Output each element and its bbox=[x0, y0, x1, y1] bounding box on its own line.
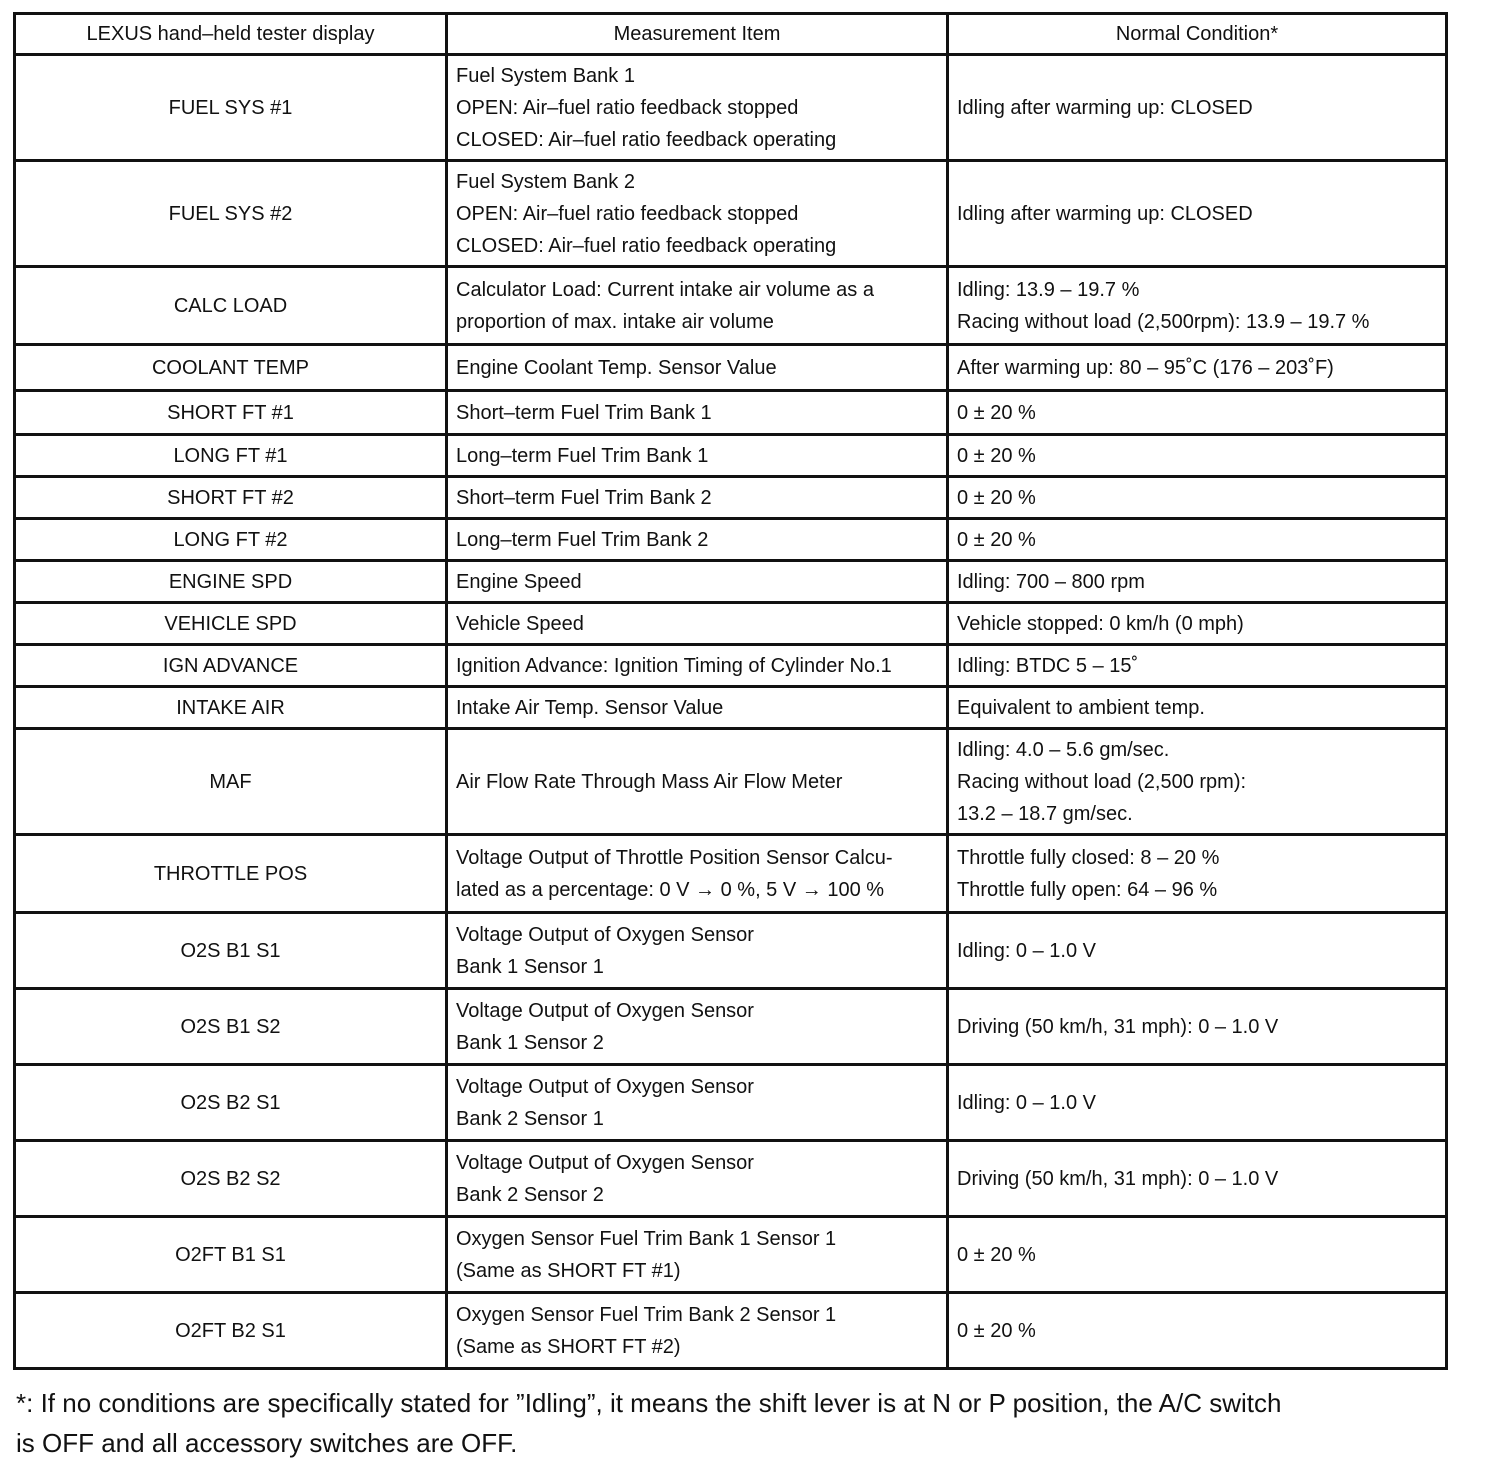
measurement-item-cell-line: Long–term Fuel Trim Bank 2 bbox=[456, 528, 709, 551]
measurement-item-cell bbox=[447, 435, 948, 477]
table-row bbox=[15, 1217, 1447, 1293]
normal-condition-cell-line: 0 ± 20 % bbox=[957, 444, 1036, 467]
normal-condition-cell bbox=[948, 55, 1447, 161]
tester-display-cell: CALC LOAD bbox=[15, 267, 447, 345]
normal-condition-cell bbox=[948, 391, 1447, 435]
normal-condition-cell bbox=[948, 435, 1447, 477]
measurement-item-cell-line: Ignition Advance: Ignition Timing of Cylinder No.1 bbox=[456, 654, 892, 677]
measurement-item-cell bbox=[447, 913, 948, 989]
normal-condition-cell-line: Idling: 4.0 – 5.6 gm/sec. bbox=[957, 738, 1170, 761]
measurement-item-cell bbox=[447, 161, 948, 267]
normal-condition-cell bbox=[948, 687, 1447, 729]
normal-condition-cell bbox=[948, 1217, 1447, 1293]
normal-condition-cell-line: 0 ± 20 % bbox=[957, 401, 1036, 424]
measurement-item-cell bbox=[447, 477, 948, 519]
measurement-item-cell bbox=[447, 267, 948, 345]
normal-condition-cell bbox=[948, 1141, 1447, 1217]
measurement-item-cell-line: CLOSED: Air–fuel ratio feedback operating bbox=[456, 234, 837, 257]
tester-display-cell: FUEL SYS #1 bbox=[15, 55, 447, 161]
measurement-item-cell-line: Engine Coolant Temp. Sensor Value bbox=[456, 356, 777, 379]
header-tester-display: LEXUS hand–held tester display bbox=[15, 14, 447, 55]
measurement-item-cell-line: Voltage Output of Throttle Position Sensor Calcu- bbox=[456, 846, 893, 869]
normal-condition-cell-line: Idling: 700 – 800 rpm bbox=[957, 570, 1145, 593]
normal-condition-cell bbox=[948, 835, 1447, 913]
normal-condition-cell-line: Vehicle stopped: 0 km/h (0 mph) bbox=[957, 612, 1244, 635]
normal-condition-cell bbox=[948, 989, 1447, 1065]
measurement-item-cell-line: Bank 1 Sensor 1 bbox=[456, 955, 604, 978]
normal-condition-cell-line: Idling: 0 – 1.0 V bbox=[957, 939, 1096, 962]
tester-display-cell: O2S B1 S2 bbox=[15, 989, 447, 1065]
normal-condition-cell-line: 0 ± 20 % bbox=[957, 1319, 1036, 1342]
normal-condition-cell bbox=[948, 267, 1447, 345]
tester-display-cell: O2FT B1 S1 bbox=[15, 1217, 447, 1293]
table-row bbox=[15, 345, 1447, 391]
measurement-item-cell bbox=[447, 1065, 948, 1141]
measurement-item-cell bbox=[447, 1141, 948, 1217]
table-row bbox=[15, 913, 1447, 989]
normal-condition-cell-line: After warming up: 80 – 95˚C (176 – 203˚F) bbox=[957, 356, 1334, 379]
tester-display-cell: IGN ADVANCE bbox=[15, 645, 447, 687]
measurement-item-cell-line: Bank 2 Sensor 2 bbox=[456, 1183, 604, 1206]
measurement-item-cell-line: Oxygen Sensor Fuel Trim Bank 2 Sensor 1 bbox=[456, 1303, 837, 1326]
measurement-item-cell-line: Oxygen Sensor Fuel Trim Bank 1 Sensor 1 bbox=[456, 1227, 837, 1250]
measurement-item-cell-line: lated as a percentage: 0 V → 0 %, 5 V → 100 % bbox=[456, 878, 885, 901]
normal-condition-cell bbox=[948, 645, 1447, 687]
measurement-item-cell-line: Vehicle Speed bbox=[456, 612, 584, 635]
normal-condition-cell-line: Idling: 13.9 – 19.7 % bbox=[957, 278, 1140, 301]
tester-display-cell: MAF bbox=[15, 729, 447, 835]
table-row bbox=[15, 1065, 1447, 1141]
tester-display-cell: O2S B1 S1 bbox=[15, 913, 447, 989]
tester-display-cell: LONG FT #2 bbox=[15, 519, 447, 561]
measurement-item-cell-line: Air Flow Rate Through Mass Air Flow Meter bbox=[456, 770, 843, 793]
measurement-item-cell bbox=[447, 1217, 948, 1293]
table-row bbox=[15, 391, 1447, 435]
table-row bbox=[15, 477, 1447, 519]
tester-display-cell: SHORT FT #1 bbox=[15, 391, 447, 435]
tester-display-cell: O2S B2 S1 bbox=[15, 1065, 447, 1141]
table-row bbox=[15, 561, 1447, 603]
normal-condition-cell bbox=[948, 477, 1447, 519]
normal-condition-cell-line: Racing without load (2,500rpm): 13.9 – 19.7 % bbox=[957, 310, 1370, 333]
tester-display-cell: O2S B2 S2 bbox=[15, 1141, 447, 1217]
normal-condition-cell bbox=[948, 519, 1447, 561]
normal-condition-cell-line: Idling after warming up: CLOSED bbox=[957, 202, 1253, 225]
measurement-item-cell bbox=[447, 603, 948, 645]
measurement-item-cell-line: Voltage Output of Oxygen Sensor bbox=[456, 1151, 754, 1174]
header-measurement-item: Measurement Item bbox=[447, 14, 948, 55]
measurement-item-cell-line: OPEN: Air–fuel ratio feedback stopped bbox=[456, 96, 799, 119]
normal-condition-cell bbox=[948, 161, 1447, 267]
table-row bbox=[15, 1141, 1447, 1217]
tester-display-cell: SHORT FT #2 bbox=[15, 477, 447, 519]
measurement-item-cell bbox=[447, 1293, 948, 1369]
measurement-item-cell-line: OPEN: Air–fuel ratio feedback stopped bbox=[456, 202, 799, 225]
normal-condition-cell-line: Equivalent to ambient temp. bbox=[957, 696, 1205, 719]
normal-condition-cell-line: Idling after warming up: CLOSED bbox=[957, 96, 1253, 119]
tester-display-cell: COOLANT TEMP bbox=[15, 345, 447, 391]
measurement-item-cell-line: Voltage Output of Oxygen Sensor bbox=[456, 1075, 754, 1098]
table-row bbox=[15, 603, 1447, 645]
measurement-item-cell-line: CLOSED: Air–fuel ratio feedback operating bbox=[456, 128, 837, 151]
tester-display-cell: FUEL SYS #2 bbox=[15, 161, 447, 267]
measurement-item-cell bbox=[447, 989, 948, 1065]
normal-condition-cell-line: Racing without load (2,500 rpm): bbox=[957, 770, 1247, 793]
tester-display-cell: THROTTLE POS bbox=[15, 835, 447, 913]
measurement-item-cell bbox=[447, 519, 948, 561]
measurement-item-cell-line: (Same as SHORT FT #1) bbox=[456, 1259, 681, 1282]
normal-condition-cell-line: 0 ± 20 % bbox=[957, 1243, 1036, 1266]
table-row bbox=[15, 1293, 1447, 1369]
normal-condition-cell bbox=[948, 913, 1447, 989]
measurement-item-cell-line: Long–term Fuel Trim Bank 1 bbox=[456, 444, 709, 467]
measurement-item-cell bbox=[447, 835, 948, 913]
header-normal-condition: Normal Condition* bbox=[948, 14, 1447, 55]
normal-condition-cell bbox=[948, 561, 1447, 603]
normal-condition-cell-line: 0 ± 20 % bbox=[957, 486, 1036, 509]
measurement-item-cell bbox=[447, 55, 948, 161]
normal-condition-cell bbox=[948, 345, 1447, 391]
tester-display-cell: INTAKE AIR bbox=[15, 687, 447, 729]
measurement-item-cell-line: Bank 1 Sensor 2 bbox=[456, 1031, 604, 1054]
header-row bbox=[15, 14, 1447, 55]
normal-condition-cell-line: Idling: 0 – 1.0 V bbox=[957, 1091, 1096, 1114]
table-row bbox=[15, 989, 1447, 1065]
tester-display-cell: O2FT B2 S1 bbox=[15, 1293, 447, 1369]
normal-condition-cell-line: Idling: BTDC 5 – 15˚ bbox=[957, 654, 1139, 677]
normal-condition-cell-line: Throttle fully closed: 8 – 20 % bbox=[957, 846, 1220, 869]
measurement-item-cell-line: Fuel System Bank 1 bbox=[456, 64, 635, 87]
footnote bbox=[16, 1383, 1486, 1463]
table-row bbox=[15, 435, 1447, 477]
measurement-item-cell-line: Voltage Output of Oxygen Sensor bbox=[456, 923, 754, 946]
normal-condition-cell bbox=[948, 1065, 1447, 1141]
footnote-line: is OFF and all accessory switches are OFF. bbox=[16, 1428, 518, 1458]
normal-condition-cell bbox=[948, 729, 1447, 835]
normal-condition-cell-line: 0 ± 20 % bbox=[957, 528, 1036, 551]
measurement-item-cell bbox=[447, 345, 948, 391]
footnote-line: *: If no conditions are specifically stated for ”Idling”, it means the shift lever is at N or P position, the A/C switch bbox=[16, 1388, 1282, 1418]
table-row bbox=[15, 519, 1447, 561]
measurement-item-cell-line: Short–term Fuel Trim Bank 2 bbox=[456, 486, 712, 509]
measurement-item-cell-line: Calculator Load: Current intake air volume as a bbox=[456, 278, 874, 301]
measurement-item-cell bbox=[447, 687, 948, 729]
measurement-item-cell-line: proportion of max. intake air volume bbox=[456, 310, 774, 333]
table-row bbox=[15, 729, 1447, 835]
measurement-item-cell-line: Engine Speed bbox=[456, 570, 582, 593]
table-row bbox=[15, 835, 1447, 913]
normal-condition-cell bbox=[948, 1293, 1447, 1369]
measurement-item-cell bbox=[447, 391, 948, 435]
measurement-item-cell bbox=[447, 645, 948, 687]
normal-condition-cell bbox=[948, 603, 1447, 645]
measurement-item-cell-line: Bank 2 Sensor 1 bbox=[456, 1107, 604, 1130]
normal-condition-cell-line: Driving (50 km/h, 31 mph): 0 – 1.0 V bbox=[957, 1015, 1279, 1038]
measurement-item-cell bbox=[447, 729, 948, 835]
normal-condition-cell-line: Driving (50 km/h, 31 mph): 0 – 1.0 V bbox=[957, 1167, 1279, 1190]
normal-condition-cell-line: 13.2 – 18.7 gm/sec. bbox=[957, 802, 1133, 825]
measurement-item-cell-line: Fuel System Bank 2 bbox=[456, 170, 635, 193]
measurement-item-cell-line: Intake Air Temp. Sensor Value bbox=[456, 696, 724, 719]
tester-display-cell: LONG FT #1 bbox=[15, 435, 447, 477]
table-row bbox=[15, 267, 1447, 345]
measurement-item-cell-line: Voltage Output of Oxygen Sensor bbox=[456, 999, 754, 1022]
table-row bbox=[15, 161, 1447, 267]
normal-condition-cell-line: Throttle fully open: 64 – 96 % bbox=[957, 878, 1218, 901]
table-row bbox=[15, 645, 1447, 687]
measurement-item-cell-line: Short–term Fuel Trim Bank 1 bbox=[456, 401, 712, 424]
measurement-item-cell-line: (Same as SHORT FT #2) bbox=[456, 1335, 681, 1358]
tester-display-cell: ENGINE SPD bbox=[15, 561, 447, 603]
data-list-table bbox=[13, 12, 1448, 1370]
measurement-item-cell bbox=[447, 561, 948, 603]
table-row bbox=[15, 55, 1447, 161]
tester-display-cell: VEHICLE SPD bbox=[15, 603, 447, 645]
table-row bbox=[15, 687, 1447, 729]
